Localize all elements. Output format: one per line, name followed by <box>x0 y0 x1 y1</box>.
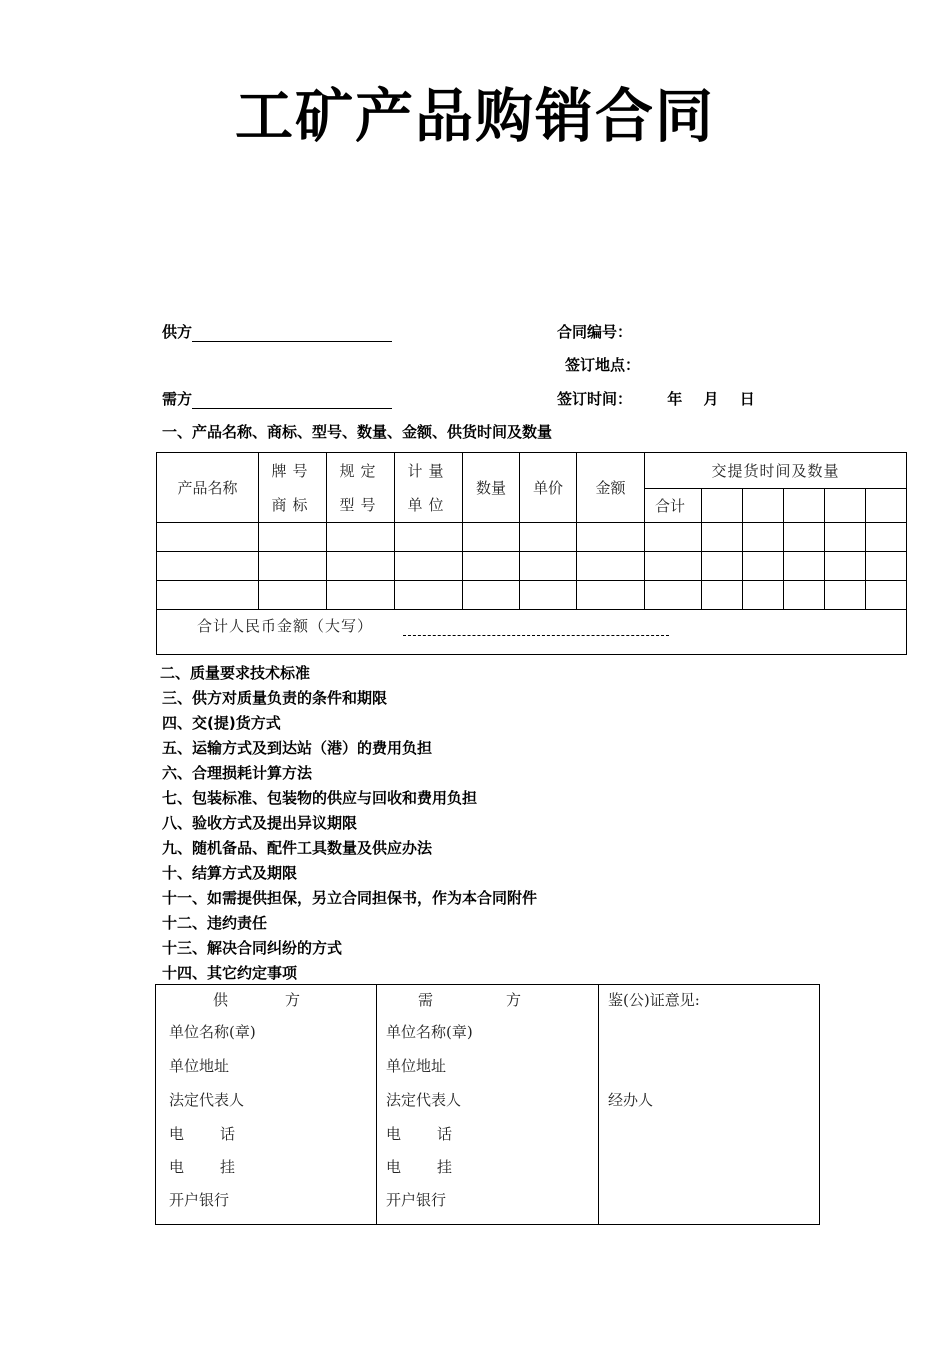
buyer-label: 需方 <box>162 390 193 408</box>
table-cell[interactable] <box>577 581 645 610</box>
clause-item: 十二、违约责任 <box>162 914 268 932</box>
header-brand-line1: 牌号 <box>271 462 314 480</box>
notary-column <box>599 985 819 1224</box>
table-cell[interactable] <box>866 552 907 581</box>
phone-char-2: 话 <box>220 1125 236 1143</box>
table-cell[interactable] <box>520 581 577 610</box>
total-amount-row[interactable] <box>157 610 907 655</box>
table-cell[interactable] <box>743 552 784 581</box>
table-row <box>157 523 907 552</box>
contract-title: 工矿产品购销合同 <box>234 82 715 150</box>
buyer-legal-rep: 法定代表人 <box>386 1091 462 1109</box>
buyer-column <box>377 985 599 1224</box>
buyer-telegram <box>386 1156 452 1177</box>
clause-item: 八、验收方式及提出异议期限 <box>162 814 358 832</box>
clause-item: 九、随机备品、配件工具数量及供应办法 <box>162 839 433 857</box>
sign-time-label: 签订时间： <box>557 390 633 408</box>
header-spec-line1: 规定 <box>339 462 382 480</box>
table-cell[interactable] <box>395 552 463 581</box>
header-amount: 金额 <box>577 453 645 523</box>
delivery-cell[interactable] <box>866 489 907 523</box>
table-cell[interactable] <box>395 581 463 610</box>
buyer-address: 单位地址 <box>386 1057 447 1075</box>
supplier-telegram <box>169 1156 235 1177</box>
supplier-legal-rep: 法定代表人 <box>169 1091 245 1109</box>
table-cell[interactable] <box>702 552 743 581</box>
buyer-phone <box>386 1123 452 1144</box>
clause-list <box>160 661 537 986</box>
telegram-char-1: 电 <box>386 1158 402 1176</box>
header-spec <box>327 453 395 523</box>
supplier-phone <box>169 1123 235 1144</box>
buyer-blank[interactable] <box>192 392 392 409</box>
delivery-cell[interactable] <box>743 489 784 523</box>
total-rmb-blank <box>403 635 669 636</box>
table-cell[interactable] <box>825 523 866 552</box>
table-cell[interactable] <box>463 523 520 552</box>
table-cell[interactable] <box>645 523 702 552</box>
table-cell[interactable] <box>395 523 463 552</box>
table-cell[interactable] <box>702 581 743 610</box>
header-unit <box>395 453 463 523</box>
table-cell[interactable] <box>259 523 327 552</box>
header-price: 单价 <box>520 453 577 523</box>
notary-opinion-label: 鉴(公)证意见: <box>608 991 700 1009</box>
clause-item: 十一、如需提供担保，另立合同担保书，作为本合同附件 <box>162 889 538 907</box>
table-cell[interactable] <box>327 552 395 581</box>
telegram-char-2: 挂 <box>220 1158 236 1176</box>
header-delivery: 交提货时间及数量 <box>645 453 907 489</box>
supplier-heading-2: 方 <box>285 991 301 1009</box>
table-cell[interactable] <box>866 523 907 552</box>
telegram-char-2: 挂 <box>437 1158 453 1176</box>
header-product-name: 产品名称 <box>157 453 259 523</box>
delivery-cell[interactable] <box>784 489 825 523</box>
phone-char-2: 话 <box>437 1125 453 1143</box>
supplier-heading-1: 供 <box>213 991 229 1009</box>
supplier-bank: 开户银行 <box>169 1191 230 1209</box>
supplier-blank[interactable] <box>192 325 392 342</box>
delivery-cell[interactable] <box>825 489 866 523</box>
total-rmb-label: 合计人民币金额（大写） <box>197 617 374 635</box>
clause-item: 四、交(提)货方式 <box>162 714 281 732</box>
handler-label: 经办人 <box>608 1091 654 1109</box>
table-cell[interactable] <box>866 581 907 610</box>
buyer-bank: 开户银行 <box>386 1191 447 1209</box>
supplier-column <box>156 985 377 1224</box>
table-cell[interactable] <box>157 523 259 552</box>
buyer-line <box>162 389 392 409</box>
table-cell[interactable] <box>463 552 520 581</box>
table-row <box>157 581 907 610</box>
clause-item: 五、运输方式及到达站（港）的费用负担 <box>162 739 433 757</box>
supplier-company: 单位名称(章) <box>169 1023 256 1041</box>
header-brand <box>259 453 327 523</box>
buyer-company: 单位名称(章) <box>386 1023 473 1041</box>
header-brand-line2: 商标 <box>271 496 314 514</box>
table-cell[interactable] <box>645 581 702 610</box>
clause-item: 三、供方对质量负责的条件和期限 <box>162 689 388 707</box>
table-cell[interactable] <box>259 552 327 581</box>
table-cell[interactable] <box>743 523 784 552</box>
day-label: 日 <box>739 390 755 408</box>
clause-item: 六、合理损耗计算方法 <box>162 764 313 782</box>
table-cell[interactable] <box>784 581 825 610</box>
delivery-cell[interactable] <box>702 489 743 523</box>
table-cell[interactable] <box>577 552 645 581</box>
contract-no-label: 合同编号： <box>557 323 633 341</box>
telegram-char-1: 电 <box>169 1158 185 1176</box>
clause-item: 十三、解决合同纠纷的方式 <box>162 939 343 957</box>
table-cell[interactable] <box>645 552 702 581</box>
clause-item: 十、结算方式及期限 <box>162 864 298 882</box>
table-cell[interactable] <box>577 523 645 552</box>
table-cell[interactable] <box>327 523 395 552</box>
phone-char-1: 电 <box>169 1125 185 1143</box>
table-cell[interactable] <box>157 581 259 610</box>
clause-item: 十四、其它约定事项 <box>162 964 298 982</box>
phone-char-1: 电 <box>386 1125 402 1143</box>
header-subtotal: 合计 <box>645 489 702 523</box>
header-qty: 数量 <box>463 453 520 523</box>
table-cell[interactable] <box>702 523 743 552</box>
table-cell[interactable] <box>520 552 577 581</box>
header-unit-line2: 单位 <box>407 496 450 514</box>
month-label: 月 <box>703 390 719 408</box>
buyer-heading-1: 需 <box>418 991 434 1009</box>
signature-box <box>155 984 820 1225</box>
table-cell[interactable] <box>520 523 577 552</box>
table-cell[interactable] <box>784 523 825 552</box>
table-cell[interactable] <box>327 581 395 610</box>
buyer-heading-2: 方 <box>506 991 522 1009</box>
supplier-address: 单位地址 <box>169 1057 230 1075</box>
clause-item: 七、包装标准、包装物的供应与回收和费用负担 <box>162 789 478 807</box>
table-cell[interactable] <box>825 552 866 581</box>
header-unit-line1: 计量 <box>407 462 450 480</box>
sign-place-label: 签订地点： <box>565 356 641 374</box>
table-cell[interactable] <box>463 581 520 610</box>
table-cell[interactable] <box>784 552 825 581</box>
sign-time-line <box>557 389 755 409</box>
supplier-label: 供方 <box>162 323 193 341</box>
section1-title: 一、产品名称、商标、型号、数量、金额、供货时间及数量 <box>162 423 553 441</box>
year-label: 年 <box>667 390 683 408</box>
table-cell[interactable] <box>259 581 327 610</box>
table-row <box>157 552 907 581</box>
table-cell[interactable] <box>825 581 866 610</box>
clause-item: 二、质量要求技术标准 <box>160 664 311 682</box>
table-cell[interactable] <box>157 552 259 581</box>
table-cell[interactable] <box>743 581 784 610</box>
product-table <box>156 452 907 655</box>
header-spec-line2: 型号 <box>339 496 382 514</box>
supplier-line <box>162 322 392 342</box>
